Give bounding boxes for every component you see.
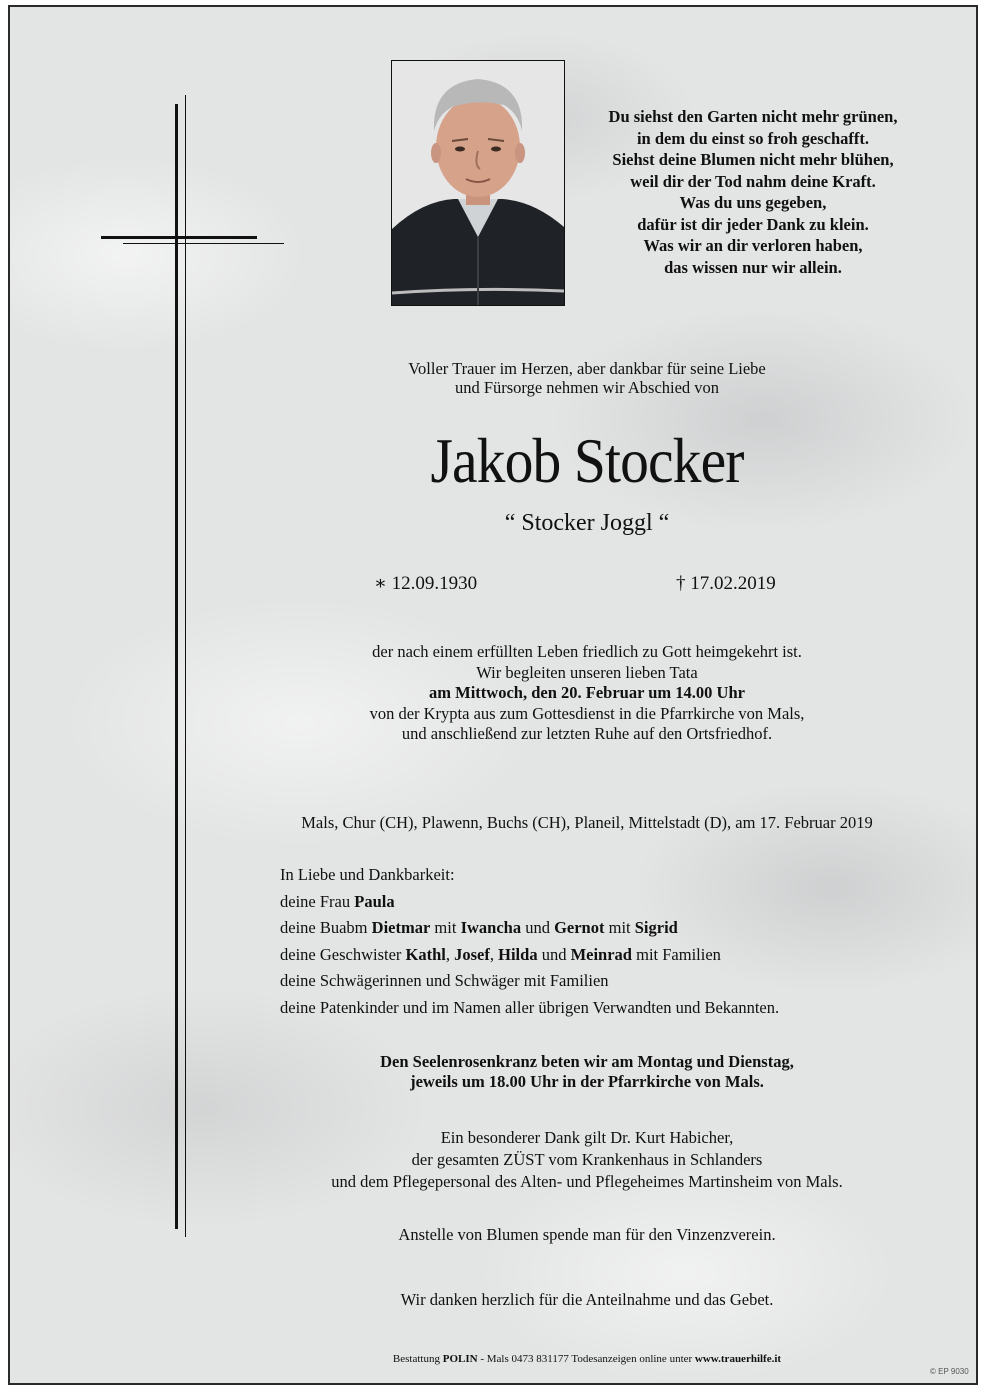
nickname: “ Stocker Joggl “ xyxy=(504,510,670,536)
poem-line: Du siehst den Garten nicht mehr grünen, xyxy=(608,107,898,126)
poem-line: Was du uns gegeben, xyxy=(679,193,827,212)
poem-line: das wissen nur wir allein. xyxy=(664,257,842,277)
footer xyxy=(210,1352,964,1366)
places-and-date: Mals, Chur (CH), Plawenn, Buchs (CH), Planeil, Mittelstadt (D), am 17. Februar 2019 xyxy=(301,813,873,832)
family-text: deine Frau xyxy=(280,891,355,911)
family-text: deine Buabm xyxy=(280,918,372,937)
thanks-line: der gesamten ZÜST vom Krankenhaus in Schlanders xyxy=(411,1150,763,1169)
family-wife-name: Paula xyxy=(354,891,395,911)
family-in-laws-line: deine Schwägerinnen und Schwäger mit Familien xyxy=(280,971,609,990)
thanks-line: Ein besonderer Dank gilt Dr. Kurt Habicher, xyxy=(440,1128,734,1147)
ceremony-line: der nach einem erfüllten Leben friedlich zu Gott heimgekehrt ist. xyxy=(372,642,802,661)
obituary-sheet xyxy=(8,5,978,1385)
intro-line: Voller Trauer im Herzen, aber dankbar für seine Liebe xyxy=(408,359,766,378)
gratitude-text: Wir danken herzlich für die Anteilnahme und das Gebet. xyxy=(400,1290,774,1309)
family-list xyxy=(280,862,920,1021)
family-sibling-name: Josef xyxy=(454,944,490,964)
poem-line: Siehst deine Blumen nicht mehr blühen, xyxy=(612,150,894,169)
ceremony-line: und anschließend zur letzten Ruhe auf den Ortsfriedhof. xyxy=(401,724,773,743)
intro-text xyxy=(210,359,964,397)
poem-line: Was wir an dir verloren haben, xyxy=(643,236,863,255)
family-partner-name: Sigrid xyxy=(634,918,678,937)
memorial-poem xyxy=(598,106,908,278)
footer-website-link[interactable]: www.trauerhilfe.it xyxy=(694,1353,782,1365)
rosary-notice xyxy=(210,1052,964,1092)
rosary-line: Den Seelenrosenkranz beten wir am Montag und Dienstag, xyxy=(380,1052,794,1071)
cross-horizontal-thin-bar xyxy=(123,243,284,244)
portrait-photo xyxy=(391,60,565,306)
footer-company: POLIN xyxy=(442,1353,478,1365)
flowers-notice: Anstelle von Blumen spende man für den Vinzenzverein. xyxy=(398,1225,776,1244)
family-sibling-name: Meinrad xyxy=(570,944,632,964)
ceremony-text xyxy=(210,642,964,745)
family-text: mit Familien xyxy=(632,944,721,964)
family-godchildren-line: deine Patenkinder und im Namen aller übrigen Verwandten und Bekannten. xyxy=(280,997,780,1017)
family-siblings-line xyxy=(280,942,920,969)
family-intro: In Liebe und Dankbarkeit: xyxy=(280,865,455,884)
death-date: † 17.02.2019 xyxy=(676,573,776,594)
ceremony-date-line: am Mittwoch, den 20. Februar um 14.00 Uhr xyxy=(429,683,745,702)
family-sibling-name: Hilda xyxy=(498,944,538,964)
poem-line: dafür ist dir jeder Dank zu klein. xyxy=(637,214,869,234)
ceremony-line: Wir begleiten unseren lieben Tata xyxy=(476,662,698,682)
birth-date: ∗ 12.09.1930 xyxy=(374,573,478,594)
ceremony-line: von der Krypta aus zum Gottesdienst in die Pfarrkirche von Mals, xyxy=(369,703,805,723)
special-thanks xyxy=(210,1127,964,1193)
cross-horizontal-bar xyxy=(101,236,257,239)
family-text: mit xyxy=(604,918,635,937)
family-text: und xyxy=(521,918,555,937)
poem-line: weil dir der Tod nahm deine Kraft. xyxy=(630,171,876,191)
family-son-name: Gernot xyxy=(554,918,605,937)
poem-line: in dem du einst so froh geschafft. xyxy=(636,128,870,148)
cross-vertical-bar xyxy=(175,104,178,1229)
footer-text: Bestattung xyxy=(392,1353,443,1365)
family-text: und xyxy=(537,944,571,964)
family-text: mit xyxy=(430,918,461,937)
family-sons-line xyxy=(280,915,920,942)
family-wife-line xyxy=(280,889,920,916)
family-partner-name: Iwancha xyxy=(460,918,522,937)
family-text: , xyxy=(489,944,499,964)
intro-line: und Fürsorge nehmen wir Abschied von xyxy=(454,378,720,397)
family-text: , xyxy=(445,944,455,964)
family-text: deine Geschwister xyxy=(280,944,406,964)
template-code: © EP 9030 xyxy=(930,1367,969,1376)
rosary-line: jeweils um 18.00 Uhr in der Pfarrkirche von Mals. xyxy=(410,1072,764,1091)
family-son-name: Dietmar xyxy=(371,918,431,937)
family-sibling-name: Kathl xyxy=(405,944,446,964)
footer-text: - Mals 0473 831177 Todesanzeigen online unter xyxy=(477,1353,695,1365)
cross-vertical-thin-bar xyxy=(185,95,186,1237)
thanks-line: und dem Pflegepersonal des Alten- und Pflegeheimes Martinsheim von Mals. xyxy=(331,1172,843,1191)
deceased-name: Jakob Stocker xyxy=(430,425,744,496)
